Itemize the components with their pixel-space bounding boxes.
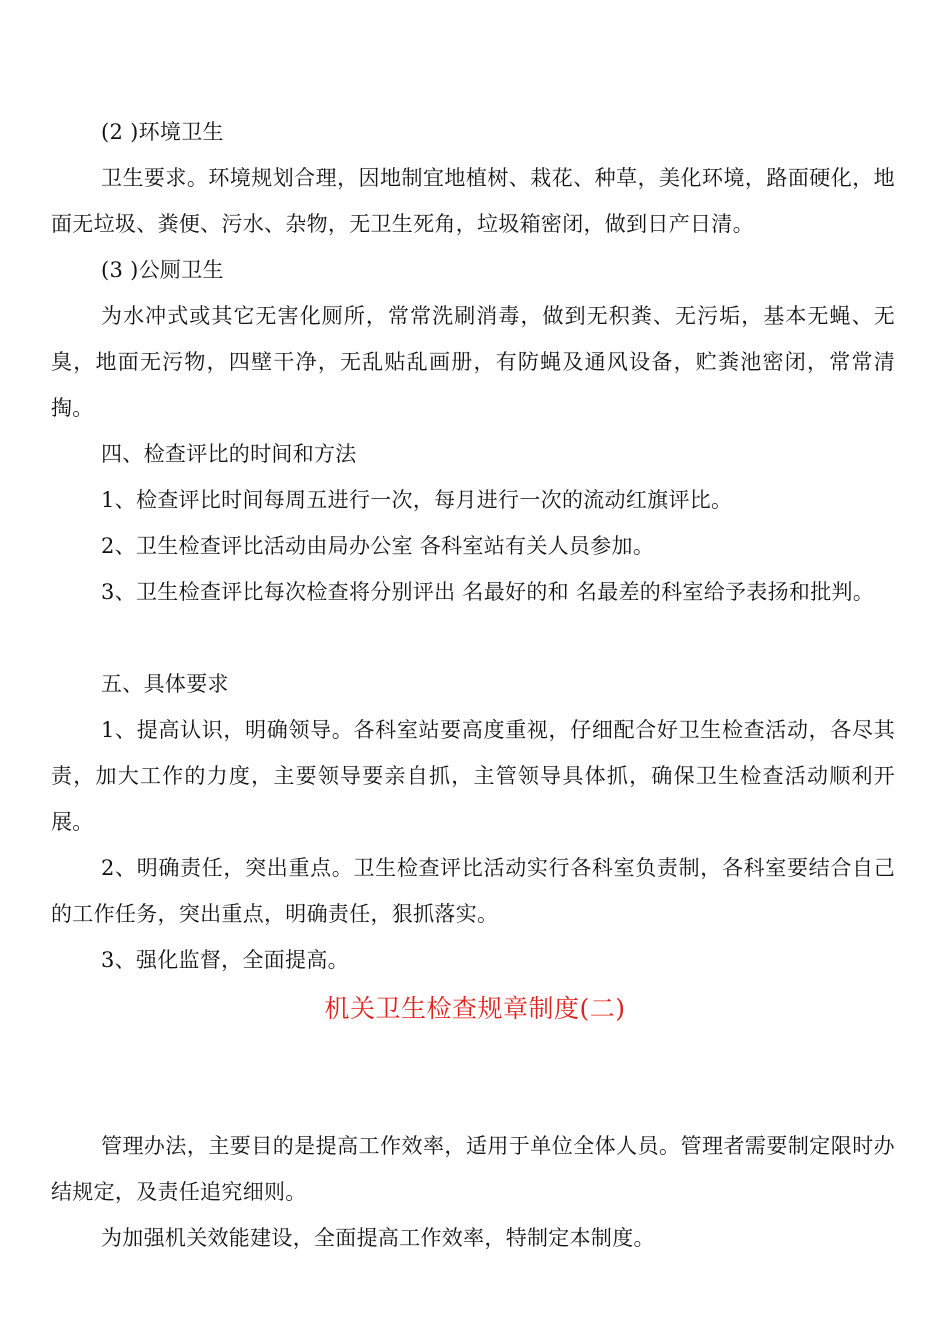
paragraph-requirement-2: 2、明确责任，突出重点。卫生检查评比活动实行各科室负责制，各科室要结合自己的工作任务，突出重点，明确责任，狠抓落实。 [51,856,895,926]
paragraph-requirement-3: 3、强化监督，全面提高。 [101,948,349,972]
subheading-toilet-hygiene: (3 )公厕卫生 [101,258,224,282]
document-title-part-two: 机关卫生检查规章制度(二) [324,994,626,1023]
section-heading-inspection-time-method: 四、检查评比的时间和方法 [101,442,357,466]
subheading-environment-hygiene: (2 )环境卫生 [101,120,224,144]
paragraph-purpose: 为加强机关效能建设，全面提高工作效率，特制定本制度。 [101,1226,655,1250]
paragraph-inspection-results: 3、卫生检查评比每次检查将分别评出 名最好的和 名最差的科室给予表扬和批判。 [101,580,875,604]
paragraph-requirement-1: 1、提高认识，明确领导。各科室站要高度重视，仔细配合好卫生检查活动，各尽其责，加大工作的力度，主要领导要亲自抓，主管领导具体抓，确保卫生检查活动顺利开展。 [51,718,895,834]
paragraph-toilet-requirements: 为水冲式或其它无害化厕所，常常洗刷消毒，做到无积粪、无污垢，基本无蝇、无臭，地面无污物，四壁干净，无乱贴乱画册，有防蝇及通风设备，贮粪池密闭，常常清掏。 [51,304,895,420]
paragraph-environment-requirements: 卫生要求。环境规划合理，因地制宜地植树、栽花、种草，美化环境，路面硬化，地面无垃圾、粪便、污水、杂物，无卫生死角，垃圾箱密闭，做到日产日清。 [51,166,895,236]
paragraph-inspection-organizer: 2、卫生检查评比活动由局办公室 各科室站有关人员参加。 [101,534,655,558]
paragraph-management-method: 管理办法，主要目的是提高工作效率，适用于单位全体人员。管理者需要制定限时办结规定，及责任追究细则。 [51,1134,895,1204]
paragraph-inspection-time: 1、检查评比时间每周五进行一次，每月进行一次的流动红旗评比。 [101,488,733,512]
section-heading-specific-requirements: 五、具体要求 [101,672,229,696]
